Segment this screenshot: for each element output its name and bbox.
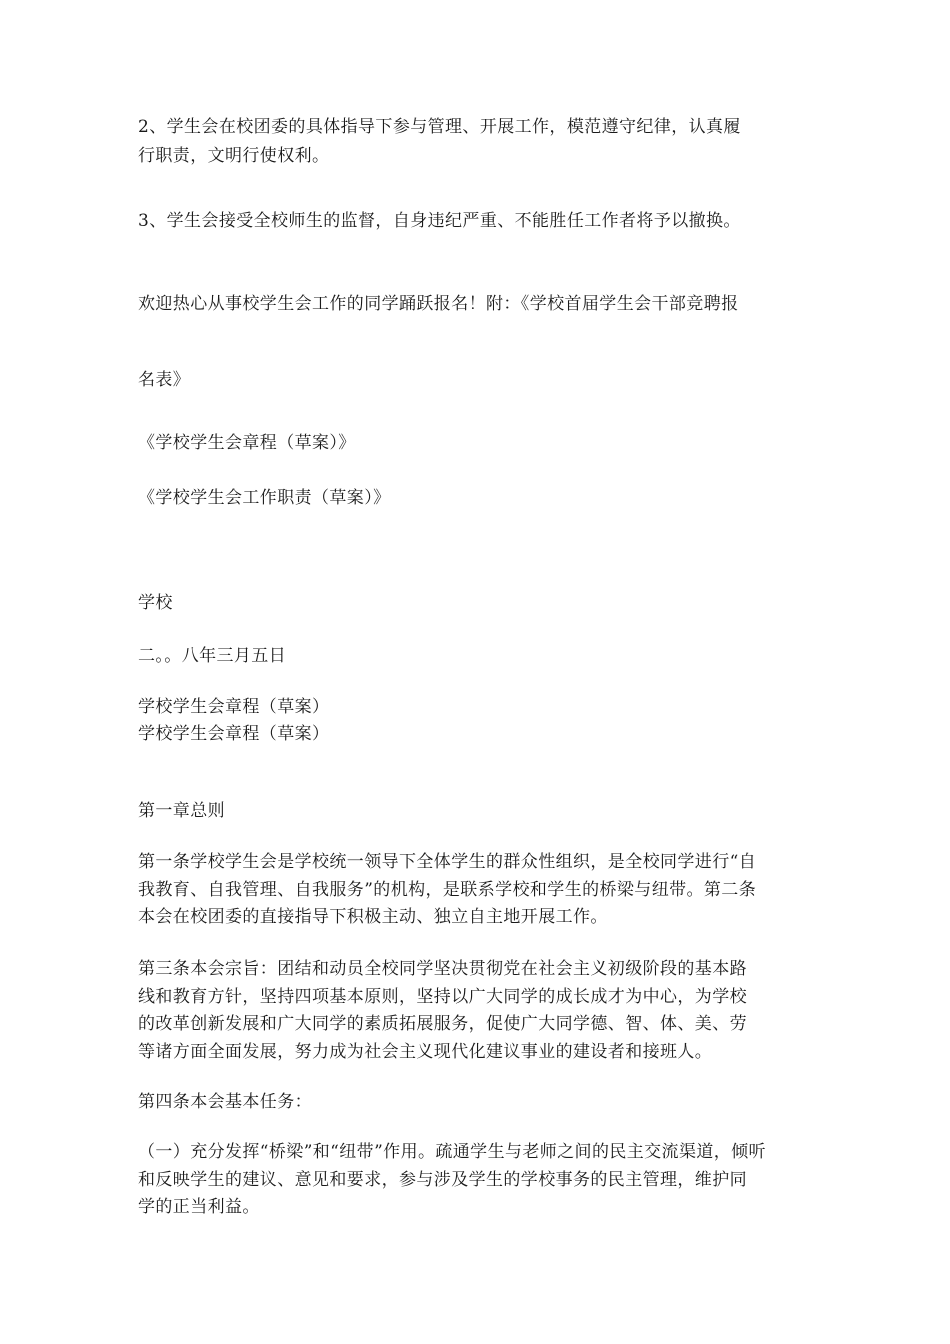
text-line: 和反映学生的建议、意见和要求，参与涉及学生的学校事务的民主管理，维护同 [138, 1170, 747, 1190]
text-line: 的改革创新发展和广大同学的素质拓展服务，促使广大同学德、智、体、美、劳 [138, 1014, 747, 1034]
text-line: 线和教育方针，坚持四项基本原则，坚持以广大同学的成长成才为中心，为学校 [138, 987, 747, 1007]
text-line: 2、学生会在校团委的具体指导下参与管理、开展工作，模范遵守纪律，认真履 [138, 117, 741, 137]
text-line: 名表》 [138, 370, 191, 390]
text-line: 第一条学校学生会是学校统一领导下全体学生的群众性组织，是全校同学进行“自 [138, 852, 757, 872]
text-line: 行职责，文明行使权利。 [138, 146, 330, 166]
text-line: 学的正当利益。 [138, 1197, 260, 1217]
text-line: 《学校学生会章程（草案）》 [138, 433, 356, 453]
text-line: 学校 [138, 593, 173, 613]
text-line: 二。。八年三月五日 [138, 646, 287, 666]
text-line: 本会在校团委的直接指导下积极主动、独立自主地开展工作。 [138, 907, 608, 927]
text-line: 第三条本会宗旨：团结和动员全校同学坚决贯彻党在社会主义初级阶段的基本路 [138, 959, 747, 979]
text-line: 我教育、自我管理、自我服务”的机构，是联系学校和学生的桥梁与纽带。第二条 [138, 880, 757, 900]
text-line: 欢迎热心从事校学生会工作的同学踊跃报名！附：《学校首届学生会干部竞聘报 [138, 294, 739, 314]
text-line: 学校学生会章程（草案） [138, 697, 330, 717]
text-line: 第四条本会基本任务： [138, 1092, 312, 1112]
text-line: 《学校学生会工作职责（草案）》 [138, 488, 391, 508]
text-line: 3、学生会接受全校师生的监督，自身违纪严重、不能胜任工作者将予以撤换。 [138, 211, 741, 231]
chapter-heading: 第一章总则 [138, 801, 225, 821]
text-line: （一）充分发挥“桥梁”和“纽带”作用。疏通学生与老师之间的民主交流渠道，倾听 [138, 1142, 766, 1162]
text-line: 等诸方面全面发展，努力成为社会主义现代化建议事业的建设者和接班人。 [138, 1042, 713, 1062]
text-line: 学校学生会章程（草案） [138, 724, 330, 744]
